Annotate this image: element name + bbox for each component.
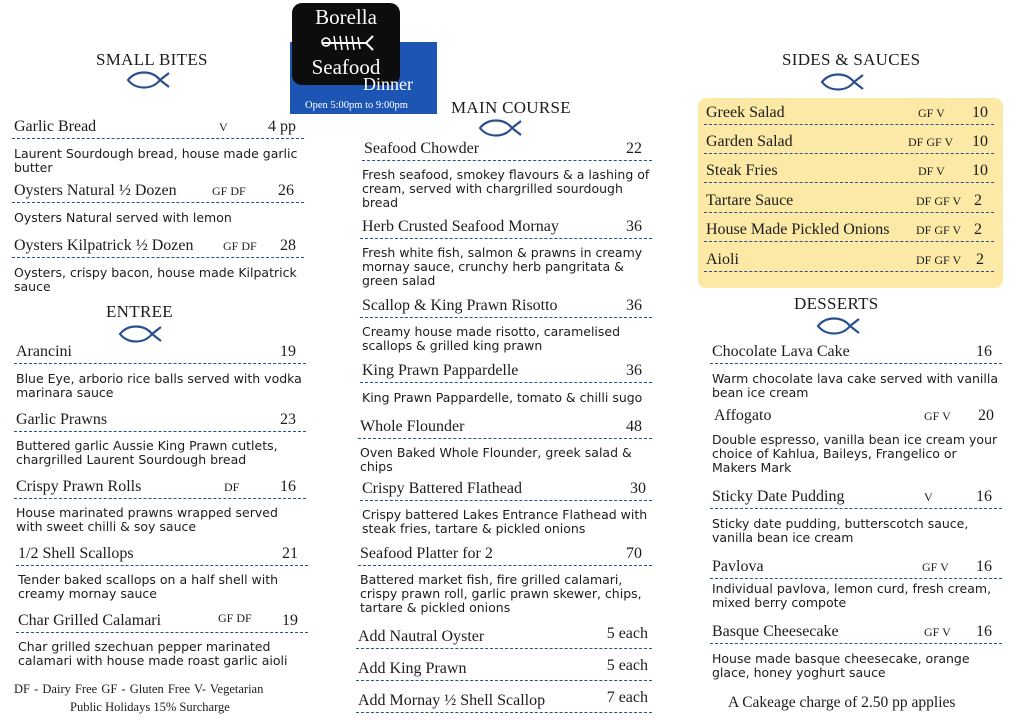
main-course-title: MAIN COURSE — [451, 98, 571, 117]
item-name: 1/2 Shell Scallops — [18, 545, 134, 562]
item-price: 48 — [626, 418, 642, 435]
item-tags: GF V — [924, 409, 951, 423]
item-description: Fresh white fish, salmon & prawns in creamy mornay sauce, crunchy herb pangritata & green salad — [362, 245, 643, 288]
item-description: Creamy house made risotto, caramelised scallops & grilled king prawn — [362, 324, 621, 353]
item-price: 16 — [976, 343, 992, 360]
item-description: Blue Eye, arborio rice balls served with vodka marinara sauce — [16, 371, 302, 400]
item-name: Garlic Prawns — [16, 411, 108, 428]
item-price: 22 — [626, 140, 642, 157]
item-name: Oysters Kilpatrick ½ Dozen — [14, 237, 194, 254]
item-price: 4 pp — [268, 118, 296, 135]
addon-name: Add Mornay ½ Shell Scallop — [358, 692, 546, 709]
side-item-row — [704, 220, 994, 242]
fish-icon — [476, 116, 524, 140]
item-name: Oysters Natural ½ Dozen — [14, 182, 177, 199]
item-description: Char grilled szechuan pepper marinated calamari with house made roast garlic aioli — [18, 639, 288, 668]
item-tags: GF V — [918, 106, 945, 120]
addon-name: Add Nautral Oyster — [358, 628, 485, 645]
addon-price: 5 each — [606, 625, 648, 642]
item-description: House made basque cheesecake, orange glace, honey yoghurt sauce — [712, 651, 970, 680]
item-description: Oysters Natural served with lemon — [14, 210, 232, 225]
item-price: 70 — [626, 545, 642, 562]
item-name: Garlic Bread — [14, 118, 97, 135]
item-price: 30 — [630, 480, 646, 497]
item-name: Affogato — [714, 407, 772, 424]
item-name: Arancini — [16, 343, 72, 360]
cakeage-note: A Cakeage charge of 2.50 pp applies — [728, 694, 956, 711]
menu-item-row — [712, 405, 1002, 427]
item-name: Char Grilled Calamari — [18, 612, 162, 629]
item-price: 20 — [978, 407, 994, 424]
menu-item-row — [14, 342, 306, 364]
item-tags: DF V — [918, 164, 945, 178]
item-tags: GF V — [922, 560, 949, 574]
item-description: Buttered garlic Aussie King Prawn cutlets, chargrilled Laurent Sourdough bread — [16, 438, 278, 467]
logo-line2: Seafood — [311, 55, 381, 79]
menu-item-row — [710, 342, 1002, 364]
item-description: Battered market fish, fire grilled calamari, crispy prawn roll, garlic prawn skewer, chips, tartare & pickled onions — [360, 572, 642, 615]
item-description: Oven Baked Whole Flounder, greek salad & chips — [360, 445, 632, 474]
item-tags: GF V — [924, 625, 951, 639]
desserts-title: DESSERTS — [794, 294, 879, 313]
item-price: 10 — [972, 133, 988, 150]
item-name: King Prawn Pappardelle — [362, 362, 519, 379]
item-tags: GF DF — [218, 611, 252, 625]
addon-price: 5 each — [606, 657, 648, 674]
item-price: 16 — [976, 623, 992, 640]
item-price: 19 — [280, 343, 296, 360]
item-name: Scallop & King Prawn Risotto — [362, 297, 558, 314]
item-tags: V — [924, 490, 933, 504]
item-name: Steak Fries — [706, 162, 778, 179]
fish-icon — [814, 314, 862, 338]
item-description: Fresh seafood, smokey flavours & a lashing of cream, served with chargrilled sourdough bread — [362, 167, 650, 210]
menu-item-row — [360, 479, 652, 501]
menu-item-row — [358, 544, 652, 566]
item-description: Laurent Sourdough bread, house made garlic butter — [14, 146, 298, 175]
item-description: Oysters, crispy bacon, house made Kilpatrick sauce — [14, 265, 297, 294]
addon-name: Add King Prawn — [358, 660, 467, 677]
surcharge-note: Public Holidays 15% Surcharge — [70, 700, 230, 714]
item-tags: DF — [224, 480, 240, 494]
item-name: Greek Salad — [706, 104, 785, 121]
item-name: Seafood Chowder — [364, 140, 480, 157]
item-price: 26 — [278, 182, 294, 199]
item-name: House Made Pickled Onions — [706, 221, 890, 238]
item-tags: DF GF V — [908, 135, 954, 149]
logo-badge — [292, 3, 400, 85]
item-name: Pavlova — [712, 558, 764, 575]
item-tags: GF DF — [223, 239, 257, 253]
menu-item-row — [16, 544, 308, 566]
item-name: Sticky Date Pudding — [712, 488, 845, 505]
menu-item-row — [710, 557, 1002, 579]
item-name: Tartare Sauce — [706, 192, 794, 209]
side-item-row — [704, 250, 994, 272]
item-description: Warm chocolate lava cake served with vanilla bean ice cream — [712, 371, 998, 400]
item-price: 36 — [626, 362, 642, 379]
item-price: 10 — [972, 104, 988, 121]
item-tags: GF DF — [212, 184, 246, 198]
item-name: Aioli — [706, 251, 739, 268]
menu-item-row — [710, 622, 1002, 644]
menu-item-row — [362, 139, 652, 161]
item-price: 19 — [282, 612, 298, 629]
item-name: Whole Flounder — [360, 418, 465, 435]
item-price: 36 — [626, 297, 642, 314]
item-price: 16 — [976, 558, 992, 575]
menu-item-row — [358, 417, 652, 439]
item-price: 10 — [972, 162, 988, 179]
addon-price: 7 each — [606, 689, 648, 706]
item-name: Crispy Prawn Rolls — [16, 478, 142, 495]
menu-item-row — [710, 487, 1002, 509]
side-item-row — [704, 103, 994, 125]
addon-row — [356, 691, 652, 713]
fish-icon — [124, 68, 172, 92]
item-tags: DF GF V — [916, 253, 962, 267]
opening-hours: Open 5:00pm to 9:00pm — [305, 100, 408, 111]
item-price: 2 — [976, 251, 984, 268]
side-item-row — [704, 191, 994, 213]
menu-item-row — [14, 410, 306, 432]
menu-item-row — [12, 181, 304, 203]
entree-title: ENTREE — [106, 302, 173, 321]
addon-row — [356, 659, 652, 681]
item-name: Chocolate Lava Cake — [712, 343, 850, 360]
item-price: 36 — [626, 218, 642, 235]
menu-item-row — [12, 117, 304, 139]
menu-item-row — [360, 296, 652, 318]
item-price: 2 — [974, 192, 982, 209]
item-name: Seafood Platter for 2 — [360, 545, 493, 562]
service-label: Dinner — [363, 74, 413, 94]
logo-line1: Borella — [315, 5, 377, 29]
item-price: 28 — [280, 237, 296, 254]
menu-item-row — [12, 236, 304, 258]
fish-icon — [818, 70, 866, 94]
item-description: Tender baked scallops on a half shell with creamy mornay sauce — [18, 572, 279, 601]
side-item-row — [704, 161, 994, 183]
item-price: 16 — [280, 478, 296, 495]
item-price: 16 — [976, 488, 992, 505]
side-item-row — [704, 132, 994, 154]
menu-item-row — [360, 361, 652, 383]
item-description: Individual pavlova, lemon curd, fresh cream, mixed berry compote — [712, 581, 992, 610]
item-description: Crispy battered Lakes Entrance Flathead with steak fries, tartare & pickled onions — [362, 507, 648, 536]
item-price: 23 — [280, 411, 296, 428]
fish-skeleton-icon — [318, 33, 374, 53]
item-name: Herb Crusted Seafood Mornay — [362, 218, 559, 235]
dietary-legend: DF - Dairy Free GF - Gluten Free V- Vegetarian — [14, 682, 264, 696]
item-price: 21 — [282, 545, 298, 562]
item-description: King Prawn Pappardelle, tomato & chilli sugo — [362, 390, 643, 405]
small-bites-title: SMALL BITES — [96, 50, 208, 69]
item-name: Garden Salad — [706, 133, 793, 150]
menu-item-row — [360, 217, 652, 239]
item-price: 2 — [974, 221, 982, 238]
sides-title: SIDES & SAUCES — [782, 50, 921, 69]
menu-item-row — [16, 611, 308, 633]
addon-row — [356, 627, 652, 649]
item-tags: DF GF V — [916, 194, 962, 208]
item-description: Double espresso, vanilla bean ice cream your choice of Kahlua, Baileys, Frangelico or Makers Mark — [712, 432, 998, 475]
item-name: Basque Cheesecake — [712, 623, 839, 640]
item-description: House marinated prawns wrapped served with sweet chilli & soy sauce — [16, 505, 278, 534]
item-name: Crispy Battered Flathead — [362, 480, 522, 497]
item-description: Sticky date pudding, butterscotch sauce, vanilla bean ice cream — [712, 516, 969, 545]
menu-item-row — [14, 477, 306, 499]
item-tags: V — [219, 120, 228, 134]
item-tags: DF GF V — [916, 223, 962, 237]
